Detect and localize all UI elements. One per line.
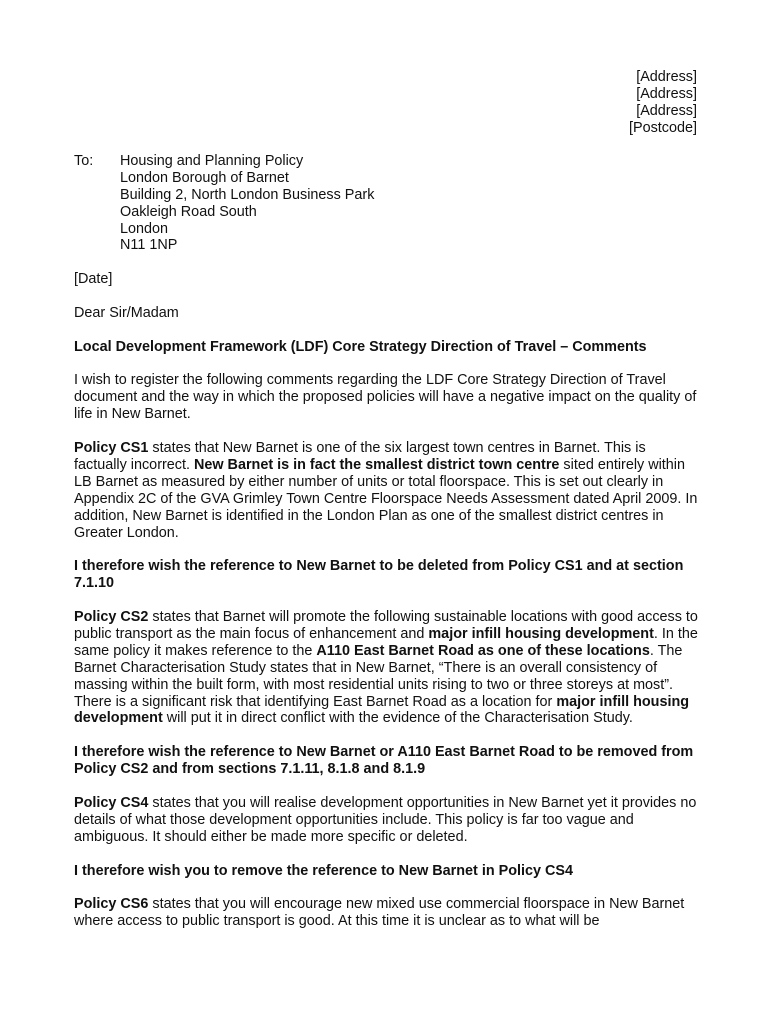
- salutation: Dear Sir/Madam: [74, 304, 179, 321]
- intro-paragraph: I wish to register the following comments regarding the LDF Core Strategy Direction of Travel document and the way in which the proposed policies will have a negative impact on the quality of life in New Barnet.: [74, 372, 697, 423]
- recipient-line: Building 2, North London Business Park: [120, 186, 375, 203]
- request-cs2: I therefore wish the reference to New Barnet or A110 East Barnet Road to be removed from Policy CS2 and from sections 7.1.11, 8.1.8 and 8.1.9: [74, 744, 694, 778]
- recipient-line: Housing and Planning Policy: [120, 153, 304, 169]
- policy-label: Policy CS1: [74, 440, 149, 456]
- recipient-line: London: [120, 220, 169, 237]
- text-run: will put it in direct conflict with the evidence of the Characterisation Study.: [162, 710, 633, 727]
- policy-label: Policy CS2: [74, 609, 149, 626]
- recipient-address: [120, 153, 374, 254]
- address-line: [Address]: [636, 69, 697, 85]
- text-run: states that Barnet will promote the following sustainable locations with good access to public transport as the main focus of enhancement and: [74, 609, 698, 642]
- address-line: [Address]: [636, 102, 697, 119]
- date: [Date]: [74, 271, 113, 287]
- policy-label: Policy CS4: [74, 794, 149, 811]
- emphasis-run: A110 East Barnet Road as one of these locations: [316, 642, 650, 659]
- policy-cs6-paragraph: [74, 896, 698, 930]
- recipient-line: N11 1NP: [120, 237, 178, 254]
- request-cs1: I therefore wish the reference to New Barnet to be deleted from Policy CS1 and at section 7.1.10: [74, 558, 684, 592]
- emphasis-run: major infill housing development: [74, 693, 690, 727]
- text-run: states that New Barnet is one of the six largest town centres in Barnet. This is factually incorrect.: [74, 440, 646, 473]
- text-run: . The Barnet Characterisation Study states that in New Barnet, “There is an overall consistency of massing within the built form, with most residential units rising to two or three storeys at most”. There is a significant risk that identifying East Barnet Road as a location for: [74, 642, 683, 710]
- letter-body: [74, 271, 698, 947]
- address-line: [Address]: [636, 85, 697, 102]
- policy-cs4-paragraph: [74, 795, 698, 846]
- text-run: states that you will encourage new mixed use commercial floorspace in New Barnet where access to public transport is good. At this time it is unclear as to what will be: [74, 896, 685, 930]
- text-run: . In the same policy it makes reference to the: [74, 625, 698, 659]
- subject-heading: Local Development Framework (LDF) Core Strategy Direction of Travel – Comments: [74, 338, 647, 355]
- emphasis-run: New Barnet is in fact the smallest district town centre: [193, 456, 560, 473]
- text-run: sited entirely within LB Barnet as measured by either number of units or total floorspace. This is set out clearly in Appendix 2C of the GVA Grimley Town Centre Floorspace Needs Assessment dated April 2009. In addition, New Barnet is identified in the London Plan as one of the smallest district centres in Greater London.: [74, 456, 698, 541]
- policy-cs2-paragraph: [74, 609, 698, 727]
- emphasis-run: major infill housing development: [428, 625, 654, 642]
- policy-label: Policy CS6: [74, 896, 149, 913]
- policy-cs1-paragraph: [74, 440, 698, 541]
- recipient-line: Oakleigh Road South: [120, 203, 257, 220]
- postcode-line: [Postcode]: [629, 119, 697, 136]
- text-run: states that you will realise development opportunities in New Barnet yet it provides no details of what those development opportunities include. This policy is far too vague and ambiguous. It should either be made more specific or deleted.: [74, 794, 697, 845]
- request-cs4: I therefore wish you to remove the reference to New Barnet in Policy CS4: [74, 862, 574, 879]
- sender-address: [629, 69, 697, 137]
- to-label: To:: [74, 153, 94, 169]
- recipient-line: London Borough of Barnet: [120, 169, 289, 186]
